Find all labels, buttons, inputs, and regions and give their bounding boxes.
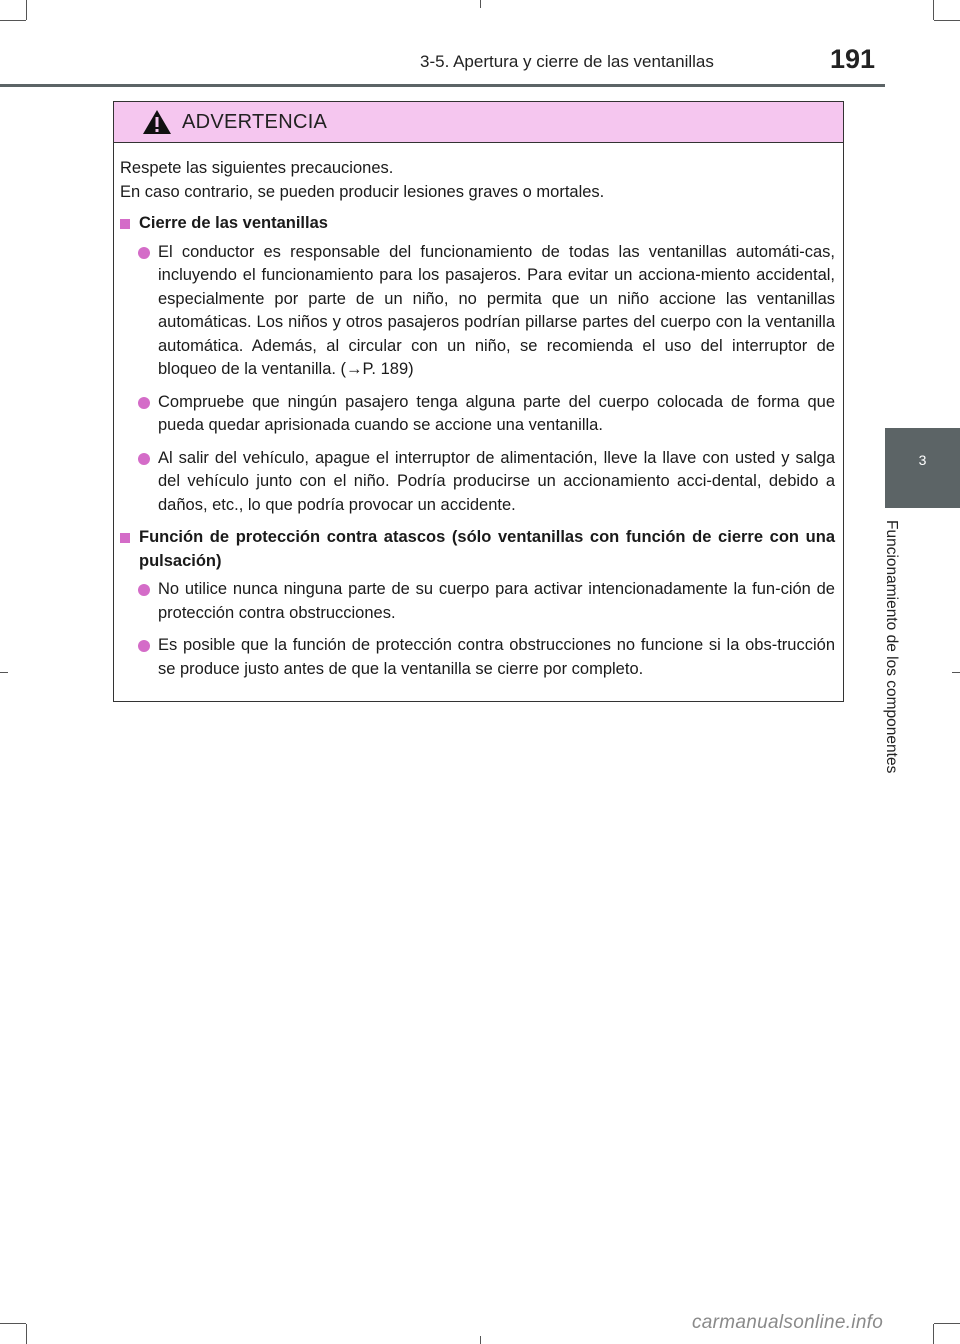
crop-mark [933, 0, 934, 20]
section-window-closing [120, 212, 835, 517]
section-heading-text: Función de protección contra atascos (sólo ventanillas con función de cierre con una pulsación) [139, 528, 835, 570]
header-rule [0, 84, 885, 87]
warning-header [114, 102, 843, 143]
list-item [138, 578, 835, 625]
list-item-text: Al salir del vehículo, apague el interruptor de alimentación, lleve la llave con usted y salga del vehículo junto con el niño. Podría producirse un accionamiento acci-dental, debido a daños, etc., lo que podría provocar un accidente. [158, 448, 835, 514]
section-heading-text: Cierre de las ventanillas [139, 214, 328, 232]
crop-mark [26, 0, 27, 20]
list-item-text: No utilice nunca ninguna parte de su cuerpo para activar intencionadamente la fun-ción de protección contra obstrucciones. [158, 580, 835, 622]
round-bullet-icon [138, 397, 150, 409]
crop-mark [480, 1336, 481, 1344]
section-jam-protection [120, 526, 835, 681]
list-item [138, 241, 835, 382]
warning-title: ADVERTENCIA [182, 110, 328, 133]
chapter-title: Funcionamiento de los componentes [883, 520, 900, 774]
crop-mark [934, 20, 960, 21]
list-item-text: El conductor es responsable del funcionamiento de todas las ventanillas automáti-cas, incluyendo el funcionamiento para los pasajeros. Para evitar un acciona-miento accidental, especialmente por parte de un niño, no permita que un niño accione las ventanillas automáticas. Los niños y otros pasajeros podrían pillarse partes del cuerpo con la ventanilla automática. Además, al circular con un niño, se recomienda el uso del interruptor de bloqueo de la ventanilla. (→P. 189) [158, 242, 835, 378]
warning-intro [120, 157, 835, 204]
warning-body [114, 143, 843, 681]
crop-mark [934, 1323, 960, 1324]
crop-mark [0, 1323, 26, 1324]
round-bullet-icon [138, 247, 150, 259]
chapter-tab [885, 428, 960, 508]
crop-mark [0, 20, 26, 21]
warning-triangle-icon [142, 109, 172, 135]
list-item [138, 634, 835, 681]
crop-mark [933, 1324, 934, 1344]
list-item-text: Compruebe que ningún pasajero tenga alguna parte del cuerpo colocada de forma que pueda quedar aprisionada cuando se accione una ventanilla. [158, 392, 835, 434]
intro-line: Respete las siguientes precauciones. [120, 159, 394, 177]
crop-mark [0, 672, 8, 673]
list-item [138, 391, 835, 438]
round-bullet-icon [138, 640, 150, 652]
list-item [138, 447, 835, 518]
section-heading [120, 212, 835, 236]
crop-mark [480, 0, 481, 8]
square-bullet-icon [120, 533, 130, 543]
crop-mark [952, 672, 960, 673]
list-item-text: Es posible que la función de protección contra obstrucciones no funcione si la obs-trucción se produce justo antes de que la ventanilla se cierre por completo. [158, 636, 835, 678]
page-number: 191 [830, 44, 876, 74]
watermark: carmanualsonline.info [692, 1312, 884, 1333]
intro-line: En caso contrario, se pueden producir lesiones graves o mortales. [120, 182, 605, 201]
square-bullet-icon [120, 219, 130, 229]
section-title: 3-5. Apertura y cierre de las ventanillas [420, 52, 714, 71]
crop-mark [26, 1324, 27, 1344]
section-heading [120, 526, 835, 573]
warning-box [113, 101, 844, 702]
chapter-number: 3 [918, 452, 927, 468]
round-bullet-icon [138, 453, 150, 465]
round-bullet-icon [138, 584, 150, 596]
